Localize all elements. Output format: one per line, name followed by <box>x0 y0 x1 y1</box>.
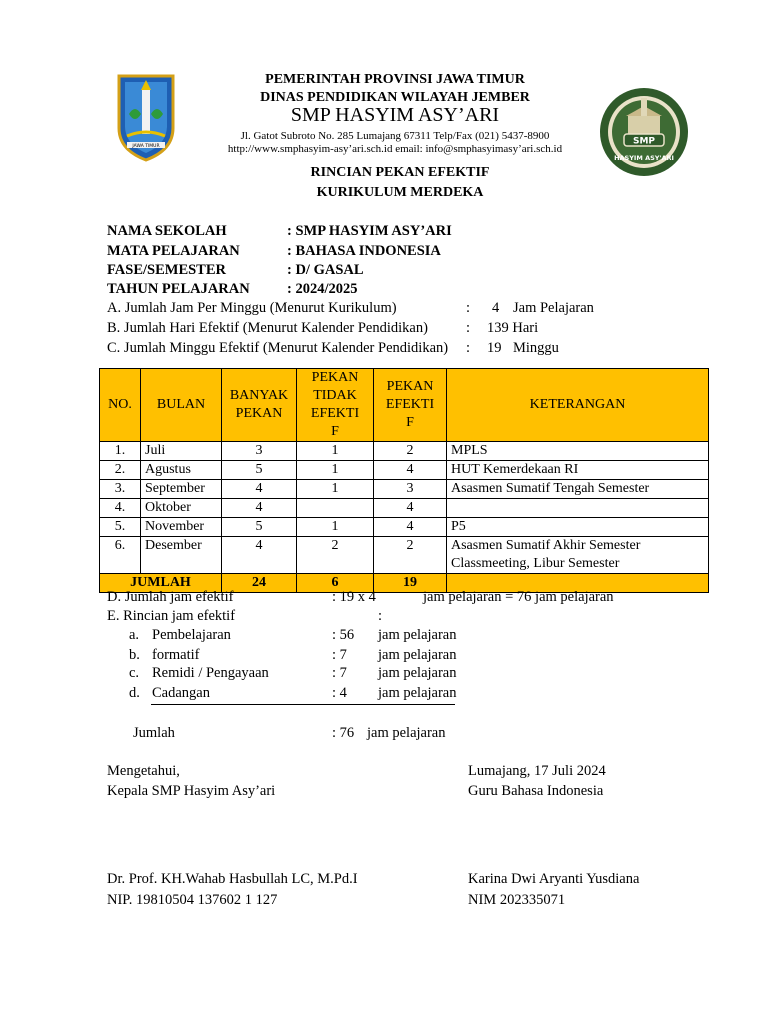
cell-keterangan: Asasmen Sumatif Tengah Semester <box>447 480 709 499</box>
footer-label: JUMLAH <box>100 574 222 593</box>
cell-tidak: 1 <box>297 442 374 461</box>
doc-subtitle: KURIKULUM MERDEKA <box>316 185 484 200</box>
info-value-school: : SMP HASYIM ASY’ARI <box>287 223 452 239</box>
sig-left-id: NIP. 19810504 137602 1 127 <box>107 892 278 908</box>
header-no: NO. <box>100 369 141 442</box>
total-label: Jumlah <box>133 725 175 741</box>
summary-b-colon: : <box>466 320 471 336</box>
table-row <box>100 537 709 574</box>
item-name: Remidi / Pengayaan <box>152 665 269 681</box>
sig-right-line2: Guru Bahasa Indonesia <box>468 783 604 799</box>
summary-c-value: 19 <box>487 340 502 356</box>
item-unit: jam pelajaran <box>378 647 457 663</box>
cell-efektif: 2 <box>374 442 447 461</box>
sig-left-line2: Kepala SMP Hasyim Asy’ari <box>107 783 276 799</box>
header-school-name: SMP HASYIM ASY’ARI <box>290 104 500 126</box>
cell-tidak: 1 <box>297 461 374 480</box>
summary-a-unit: Jam Pelajaran <box>513 300 594 316</box>
summary-c-unit: Minggu <box>513 340 559 356</box>
cell-keterangan <box>447 499 709 518</box>
info-value-subject: : BAHASA INDONESIA <box>287 243 441 259</box>
info-value-year: : 2024/2025 <box>287 281 358 297</box>
summary-a-label: A. Jumlah Jam Per Minggu (Menurut Kurikulum) <box>107 300 397 316</box>
info-label-year: TAHUN PELAJARAN <box>107 281 250 297</box>
item-letter: c. <box>129 665 140 681</box>
cell-bulan: Agustus <box>141 461 222 480</box>
section-d-label: D. Jumlah jam efektif <box>107 589 234 605</box>
cell-banyak: 4 <box>222 499 297 518</box>
cell-no: 2. <box>100 461 141 480</box>
summary-c-colon: : <box>466 340 471 356</box>
doc-title: RINCIAN PEKAN EFEKTIF <box>310 165 490 180</box>
item-unit: jam pelajaran <box>378 665 457 681</box>
header-bulan: BULAN <box>141 369 222 442</box>
sig-left-line1: Mengetahui, <box>107 763 180 779</box>
sig-right-name: Karina Dwi Aryanti Yusdiana <box>468 871 640 887</box>
item-letter: b. <box>129 647 140 663</box>
header-pekan-tidak-efektif: PEKAN TIDAK EFEKTI F <box>297 369 374 442</box>
cell-tidak: 2 <box>297 537 374 574</box>
table-row <box>100 442 709 461</box>
cell-bulan: November <box>141 518 222 537</box>
total-value: : 76 <box>332 725 355 741</box>
logo-smp-text: SMP <box>632 136 656 147</box>
cell-tidak: 1 <box>297 518 374 537</box>
cell-banyak: 3 <box>222 442 297 461</box>
item-value: : 4 <box>332 685 347 701</box>
cell-bulan: September <box>141 480 222 499</box>
info-value-phase: : D/ GASAL <box>287 262 364 278</box>
table-header-row <box>100 369 709 442</box>
cell-efektif: 4 <box>374 461 447 480</box>
header-department: DINAS PENDIDIKAN WILAYAH JEMBER <box>260 90 530 105</box>
summary-a-value: 4 <box>492 300 500 316</box>
info-label-school: NAMA SEKOLAH <box>107 223 227 239</box>
summary-b-label: B. Jumlah Hari Efektif (Menurut Kalender Pendidikan) <box>107 320 428 336</box>
cell-efektif: 2 <box>374 537 447 574</box>
section-d-result: jam pelajaran = 76 jam pelajaran <box>423 589 614 605</box>
summary-a-colon: : <box>466 300 471 316</box>
cell-no: 4. <box>100 499 141 518</box>
cell-no: 6. <box>100 537 141 574</box>
summary-c-label: C. Jumlah Minggu Efektif (Menurut Kalender Pendidikan) <box>107 340 449 356</box>
cell-efektif: 4 <box>374 518 447 537</box>
sig-left-name: Dr. Prof. KH.Wahab Hasbullah LC, M.Pd.I <box>107 871 358 887</box>
effective-weeks-table <box>99 368 709 593</box>
header-website-email: http://www.smphasyim-asy’ari.sch.id email: info@smphasyimasy’ari.sch.id <box>227 143 563 155</box>
sig-right-line1: Lumajang, 17 Juli 2024 <box>468 763 606 779</box>
sig-right-id: NIM 202335071 <box>468 892 566 908</box>
cell-keterangan: HUT Kemerdekaan RI <box>447 461 709 480</box>
item-name: Cadangan <box>152 685 210 701</box>
total-unit: jam pelajaran <box>367 725 446 741</box>
cell-efektif: 3 <box>374 480 447 499</box>
footer-efektif: 19 <box>374 574 447 593</box>
item-name: formatif <box>152 647 200 663</box>
cell-banyak: 5 <box>222 461 297 480</box>
item-letter: d. <box>129 685 140 701</box>
item-unit: jam pelajaran <box>378 685 457 701</box>
table-row <box>100 461 709 480</box>
emblem-text: JAWA TIMUR <box>132 144 160 149</box>
cell-banyak: 5 <box>222 518 297 537</box>
cell-bulan: Oktober <box>141 499 222 518</box>
cell-tidak <box>297 499 374 518</box>
cell-keterangan: MPLS <box>447 442 709 461</box>
cell-tidak: 1 <box>297 480 374 499</box>
table-row <box>100 499 709 518</box>
section-d-value: : 19 x 4 <box>332 589 376 605</box>
logo-ring-text: HASYIM ASY'ARI <box>614 154 674 162</box>
header-banyak-pekan: BANYAK PEKAN <box>222 369 297 442</box>
header-pekan-efektif: PEKAN EFEKTI F <box>374 369 447 442</box>
cell-no: 1. <box>100 442 141 461</box>
cell-keterangan: Asasmen Sumatif Akhir Semester Classmeeting, Libur Semester <box>447 537 709 574</box>
header-keterangan: KETERANGAN <box>447 369 709 442</box>
cell-no: 3. <box>100 480 141 499</box>
footer-tidak: 6 <box>297 574 374 593</box>
section-e-label: E. Rincian jam efektif <box>107 608 236 624</box>
cell-keterangan: P5 <box>447 518 709 537</box>
info-label-subject: MATA PELAJARAN <box>107 243 240 259</box>
cell-bulan: Desember <box>141 537 222 574</box>
item-value: : 56 <box>332 627 355 643</box>
cell-banyak: 4 <box>222 537 297 574</box>
cell-banyak: 4 <box>222 480 297 499</box>
info-label-phase: FASE/SEMESTER <box>107 262 226 278</box>
cell-efektif: 4 <box>374 499 447 518</box>
header-address: Jl. Gatot Subroto No. 285 Lumajang 67311 Telp/Fax (021) 5437-8900 <box>240 130 550 142</box>
item-name: Pembelajaran <box>152 627 231 643</box>
item-unit: jam pelajaran <box>378 627 457 643</box>
sum-divider <box>151 704 455 705</box>
item-letter: a. <box>129 627 140 643</box>
cell-bulan: Juli <box>141 442 222 461</box>
item-value: : 7 <box>332 665 347 681</box>
section-e-colon: : <box>378 608 383 624</box>
table-row <box>100 518 709 537</box>
table-row <box>100 480 709 499</box>
header-government: PEMERINTAH PROVINSI JAWA TIMUR <box>265 72 525 87</box>
item-value: : 7 <box>332 647 347 663</box>
cell-no: 5. <box>100 518 141 537</box>
summary-b-value: 139 Hari <box>487 320 539 336</box>
footer-banyak: 24 <box>222 574 297 593</box>
